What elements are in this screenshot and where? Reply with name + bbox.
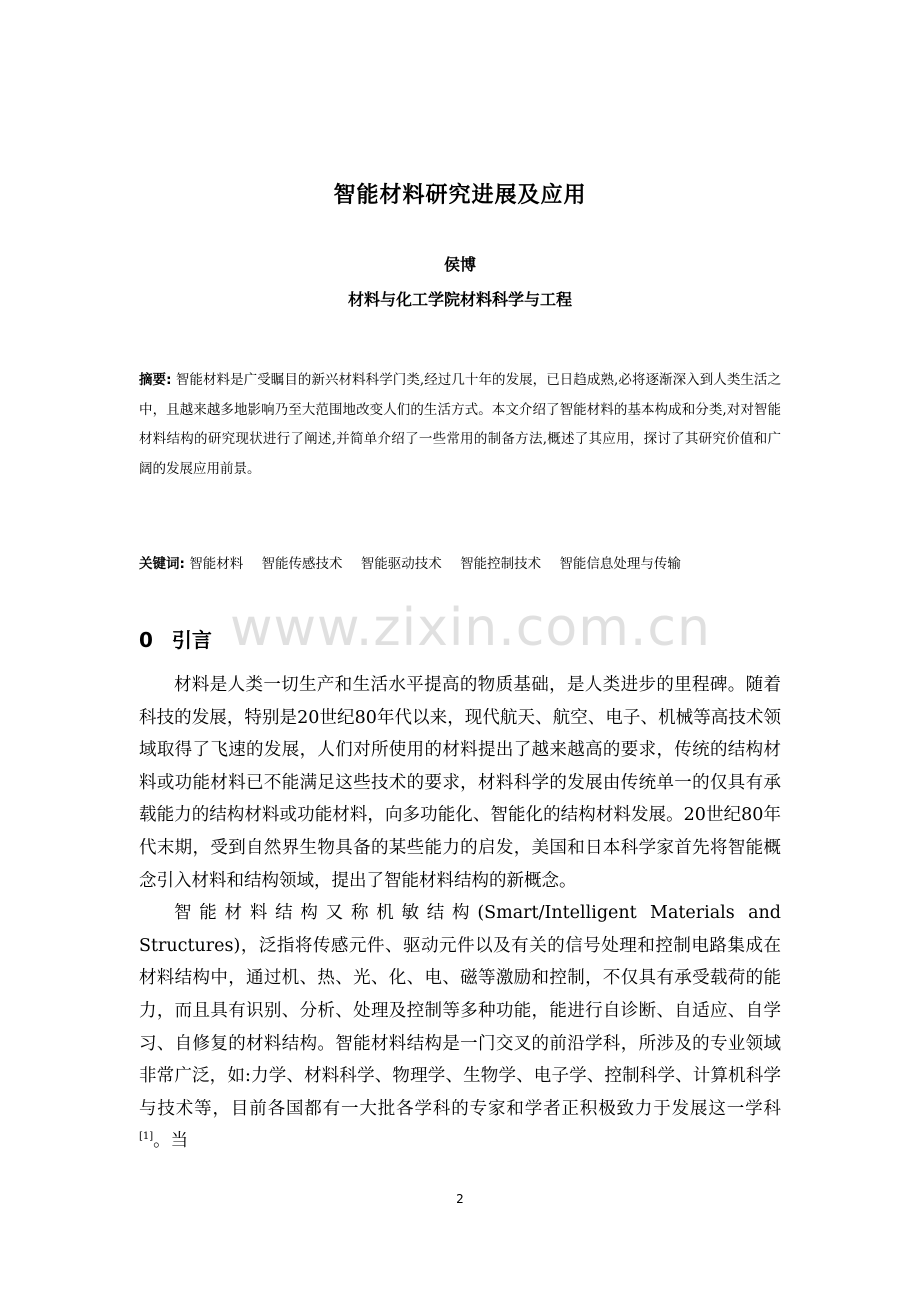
keyword-item: 智能材料	[189, 556, 244, 572]
abstract-block	[139, 366, 781, 484]
abstract-label: 摘要:	[139, 372, 172, 388]
keyword-item: 智能信息处理与传输	[559, 556, 681, 572]
keyword-item: 智能传感技术	[261, 556, 343, 572]
keyword-item: 智能控制技术	[460, 556, 542, 572]
paragraph-text: 材料是人类一切生产和生活水平提高的物质基础，是人类进步的里程碑。随着科技的发展，特别是20世纪80年代以来，现代航天、航空、电子、机械等高技术领域取得了飞速的发展，人们对所使用的材料提出了越来越高的要求，传统的结构材料或功能材料已不能满足这些技术的要求，材料科学的发展由传统单一的仅具有承载能力的结构材料或功能材料，向多功能化、智能化的结构材料发展。20世纪80年代末期，受到自然界生物具备的某些能力的启发，美国和日本科学家首先将智能概念引入材料和结构领域，提出了智能材料结构的新概念。	[139, 675, 781, 891]
paragraph-text: 智能材料结构又称机敏结构(Smart/Intelligent Materials and Structures)，泛指将传感元件、驱动元件以及有关的信号处理和控制电路集成在材料结构中，通过机、热、光、化、电、磁等激励和控制，不仅具有承受载荷的能力，而且具有识别、分析、处理及控制等多种功能，能进行自诊断、自适应、自学习、自修复的材料结构。智能材料结构是一门交叉的前沿学科，所涉及的专业领域非常广泛，如:力学、材料科学、物理学、生物学、电子学、控制科学、计算机科学与技术等，目前各国都有一大批各学科的专家和学者正积极致力于发展这一学科	[139, 903, 781, 1119]
keywords-label: 关键词:	[139, 556, 185, 572]
paragraph-tail: 。当	[153, 1131, 189, 1152]
section-number: 0	[139, 628, 153, 652]
paper-title: 智能材料研究进展及应用	[333, 183, 587, 208]
page-number: 2	[456, 1192, 464, 1206]
watermark: www.zixin.com.cn	[230, 598, 711, 658]
keywords-block	[139, 550, 799, 578]
author-affiliation: 材料与化工学院材料科学与工程	[347, 290, 572, 309]
body-text	[139, 669, 781, 1158]
keyword-item: 智能驱动技术	[360, 556, 442, 572]
body-paragraph	[139, 897, 781, 1158]
citation-marker[interactable]: [1]	[139, 1131, 154, 1143]
section-heading	[139, 624, 212, 653]
section-title: 引言	[171, 628, 212, 652]
body-paragraph	[139, 669, 781, 897]
author-name: 侯博	[443, 255, 476, 274]
abstract-text: 智能材料是广受瞩目的新兴材料科学门类,经过几十年的发展，已日趋成熟,必将逐渐深入到人类生活之中，且越来越多地影响乃至大范围地改变人们的生活方式。本文介绍了智能材料的基本构成和分类,对对智能材料结构的研究现状进行了阐述,并简单介绍了一些常用的制备方法,概述了其应用，探讨了其研究价值和广阔的发展应用前景。	[139, 372, 781, 477]
